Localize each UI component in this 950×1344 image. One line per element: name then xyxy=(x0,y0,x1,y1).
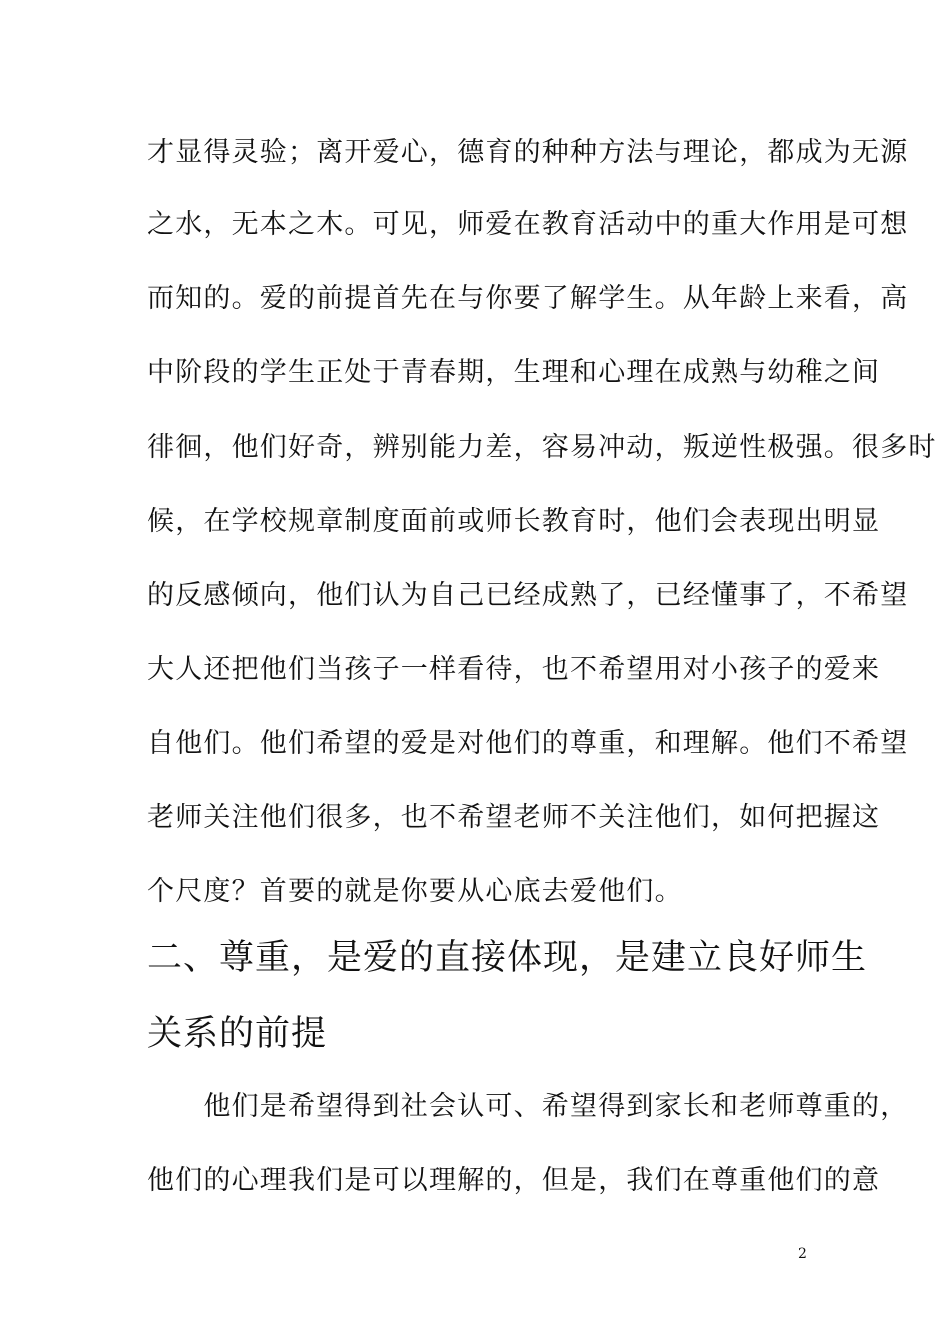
body-text-line: 大人还把他们当孩子一样看待，也不希望用对小孩子的爱来 xyxy=(147,654,881,685)
section-heading: 二、尊重，是爱的直接体现，是建立良好师生 xyxy=(147,938,868,978)
body-text-line: 中阶段的学生正处于青春期，生理和心理在成熟与幼稚之间 xyxy=(147,357,881,388)
body-text-line: 才显得灵验；离开爱心，德育的种种方法与理论，都成为无源 xyxy=(147,137,909,168)
body-text-line: 老师关注他们很多，也不希望老师不关注他们，如何把握这 xyxy=(147,802,881,833)
body-text-line: 他们是希望得到社会认可、希望得到家长和老师尊重的， xyxy=(147,1091,909,1122)
body-text-line: 候，在学校规章制度面前或师长教育时，他们会表现出明显 xyxy=(147,506,881,537)
body-text-line: 自他们。他们希望的爱是对他们的尊重，和理解。他们不希望 xyxy=(147,728,909,759)
body-text-line: 的反感倾向，他们认为自己已经成熟了，已经懂事了，不希望 xyxy=(147,580,909,611)
section-heading: 关系的前提 xyxy=(147,1014,328,1054)
body-text-line: 个尺度？首要的就是你要从心底去爱他们。 xyxy=(147,876,683,907)
body-text-line: 徘徊，他们好奇，辨别能力差，容易冲动，叛逆性极强。很多时 xyxy=(147,432,937,463)
body-text-line: 而知的。爱的前提首先在与你要了解学生。从年龄上来看，高 xyxy=(147,283,909,314)
page-number: 2 xyxy=(798,1246,807,1262)
body-text-line: 他们的心理我们是可以理解的，但是，我们在尊重他们的意 xyxy=(147,1165,881,1196)
body-text-line: 之水，无本之木。可见，师爱在教育活动中的重大作用是可想 xyxy=(147,209,909,240)
